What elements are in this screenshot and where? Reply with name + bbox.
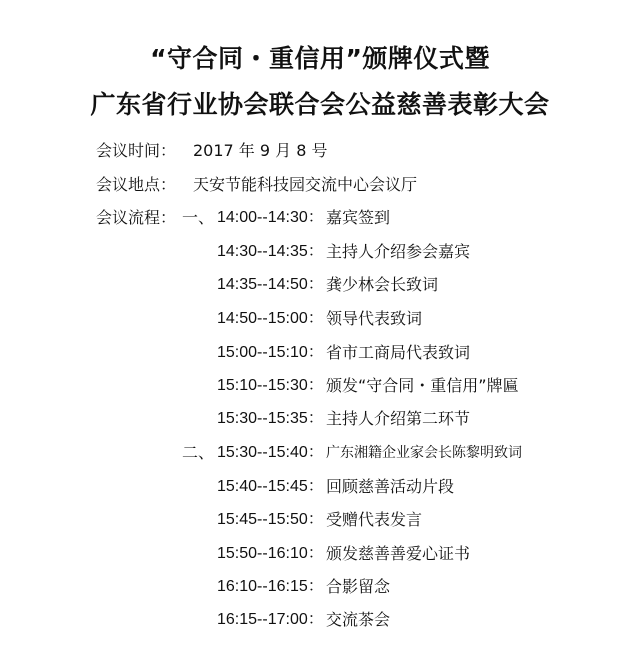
agenda-row-6 xyxy=(0,373,640,399)
agenda-row-2 xyxy=(0,239,640,265)
agenda-desc: 主持人介绍参会嘉宾 xyxy=(326,242,471,261)
agenda-desc: 受赠代表发言 xyxy=(326,510,423,529)
agenda-time: 16:10--16:15： xyxy=(217,578,324,595)
agenda-time: 15:30--15:40： xyxy=(217,444,324,461)
meeting-flow-label: 会议流程： xyxy=(96,208,177,227)
agenda-desc: 合影留念 xyxy=(326,577,391,596)
agenda-row-12 xyxy=(0,574,640,600)
meeting-place-label: 会议地点： xyxy=(96,175,177,194)
agenda-desc: 主持人介绍第二环节 xyxy=(326,409,471,428)
agenda-desc: 回顾慈善活动片段 xyxy=(326,477,455,496)
agenda-time: 14:35--14:50： xyxy=(217,276,324,293)
agenda-desc: 颁发“守合同・重信用”牌匾 xyxy=(326,376,519,395)
agenda-row-1 xyxy=(0,205,640,231)
agenda-section-prefix: 二、 xyxy=(182,443,215,462)
title-line-2: 广东省行业协会联合会公益慈善表彰大会 xyxy=(90,90,550,119)
agenda-row-9 xyxy=(0,474,640,500)
agenda-time: 14:00--14:30： xyxy=(217,209,324,226)
agenda-time: 14:50--15:00： xyxy=(217,310,324,327)
agenda-row-7 xyxy=(0,406,640,432)
meeting-place-value: 天安节能科技园交流中心会议厅 xyxy=(193,175,418,194)
meeting-time-row xyxy=(0,138,640,164)
agenda-time: 15:10--15:30： xyxy=(217,377,324,394)
agenda-time: 15:30--15:35： xyxy=(217,410,324,427)
agenda-row-13 xyxy=(0,607,640,633)
agenda-time: 14:30--14:35： xyxy=(217,243,324,260)
agenda-row-11 xyxy=(0,541,640,567)
agenda-time: 15:45--15:50： xyxy=(217,511,324,528)
agenda-desc: 广东湘籍企业家会长陈黎明致词 xyxy=(326,445,522,461)
agenda-desc: 嘉宾签到 xyxy=(326,208,391,227)
agenda-row-10 xyxy=(0,507,640,533)
agenda-row-3 xyxy=(0,272,640,298)
agenda-row-8 xyxy=(0,440,640,466)
agenda-desc: 领导代表致词 xyxy=(326,309,423,328)
agenda-desc: 省市工商局代表致词 xyxy=(326,343,471,362)
agenda-time: 15:50--16:10： xyxy=(217,545,324,562)
agenda-section-prefix: 一、 xyxy=(182,208,215,227)
agenda-time: 15:40--15:45： xyxy=(217,478,324,495)
agenda-desc: 颁发慈善善爱心证书 xyxy=(326,544,471,563)
agenda-time: 15:00--15:10： xyxy=(217,344,324,361)
meeting-time-value: 2017 年 9 月 8 号 xyxy=(193,141,328,160)
agenda-desc: 龚少林会长致词 xyxy=(326,275,439,294)
meeting-time-label: 会议时间： xyxy=(96,141,177,160)
meeting-place-row xyxy=(0,172,640,198)
title-line-1: “守合同・重信用”颁牌仪式暨 xyxy=(150,44,490,73)
agenda-row-4 xyxy=(0,306,640,332)
agenda-time: 16:15--17:00： xyxy=(217,611,324,628)
agenda-desc: 交流茶会 xyxy=(326,610,391,629)
agenda-row-5 xyxy=(0,340,640,366)
